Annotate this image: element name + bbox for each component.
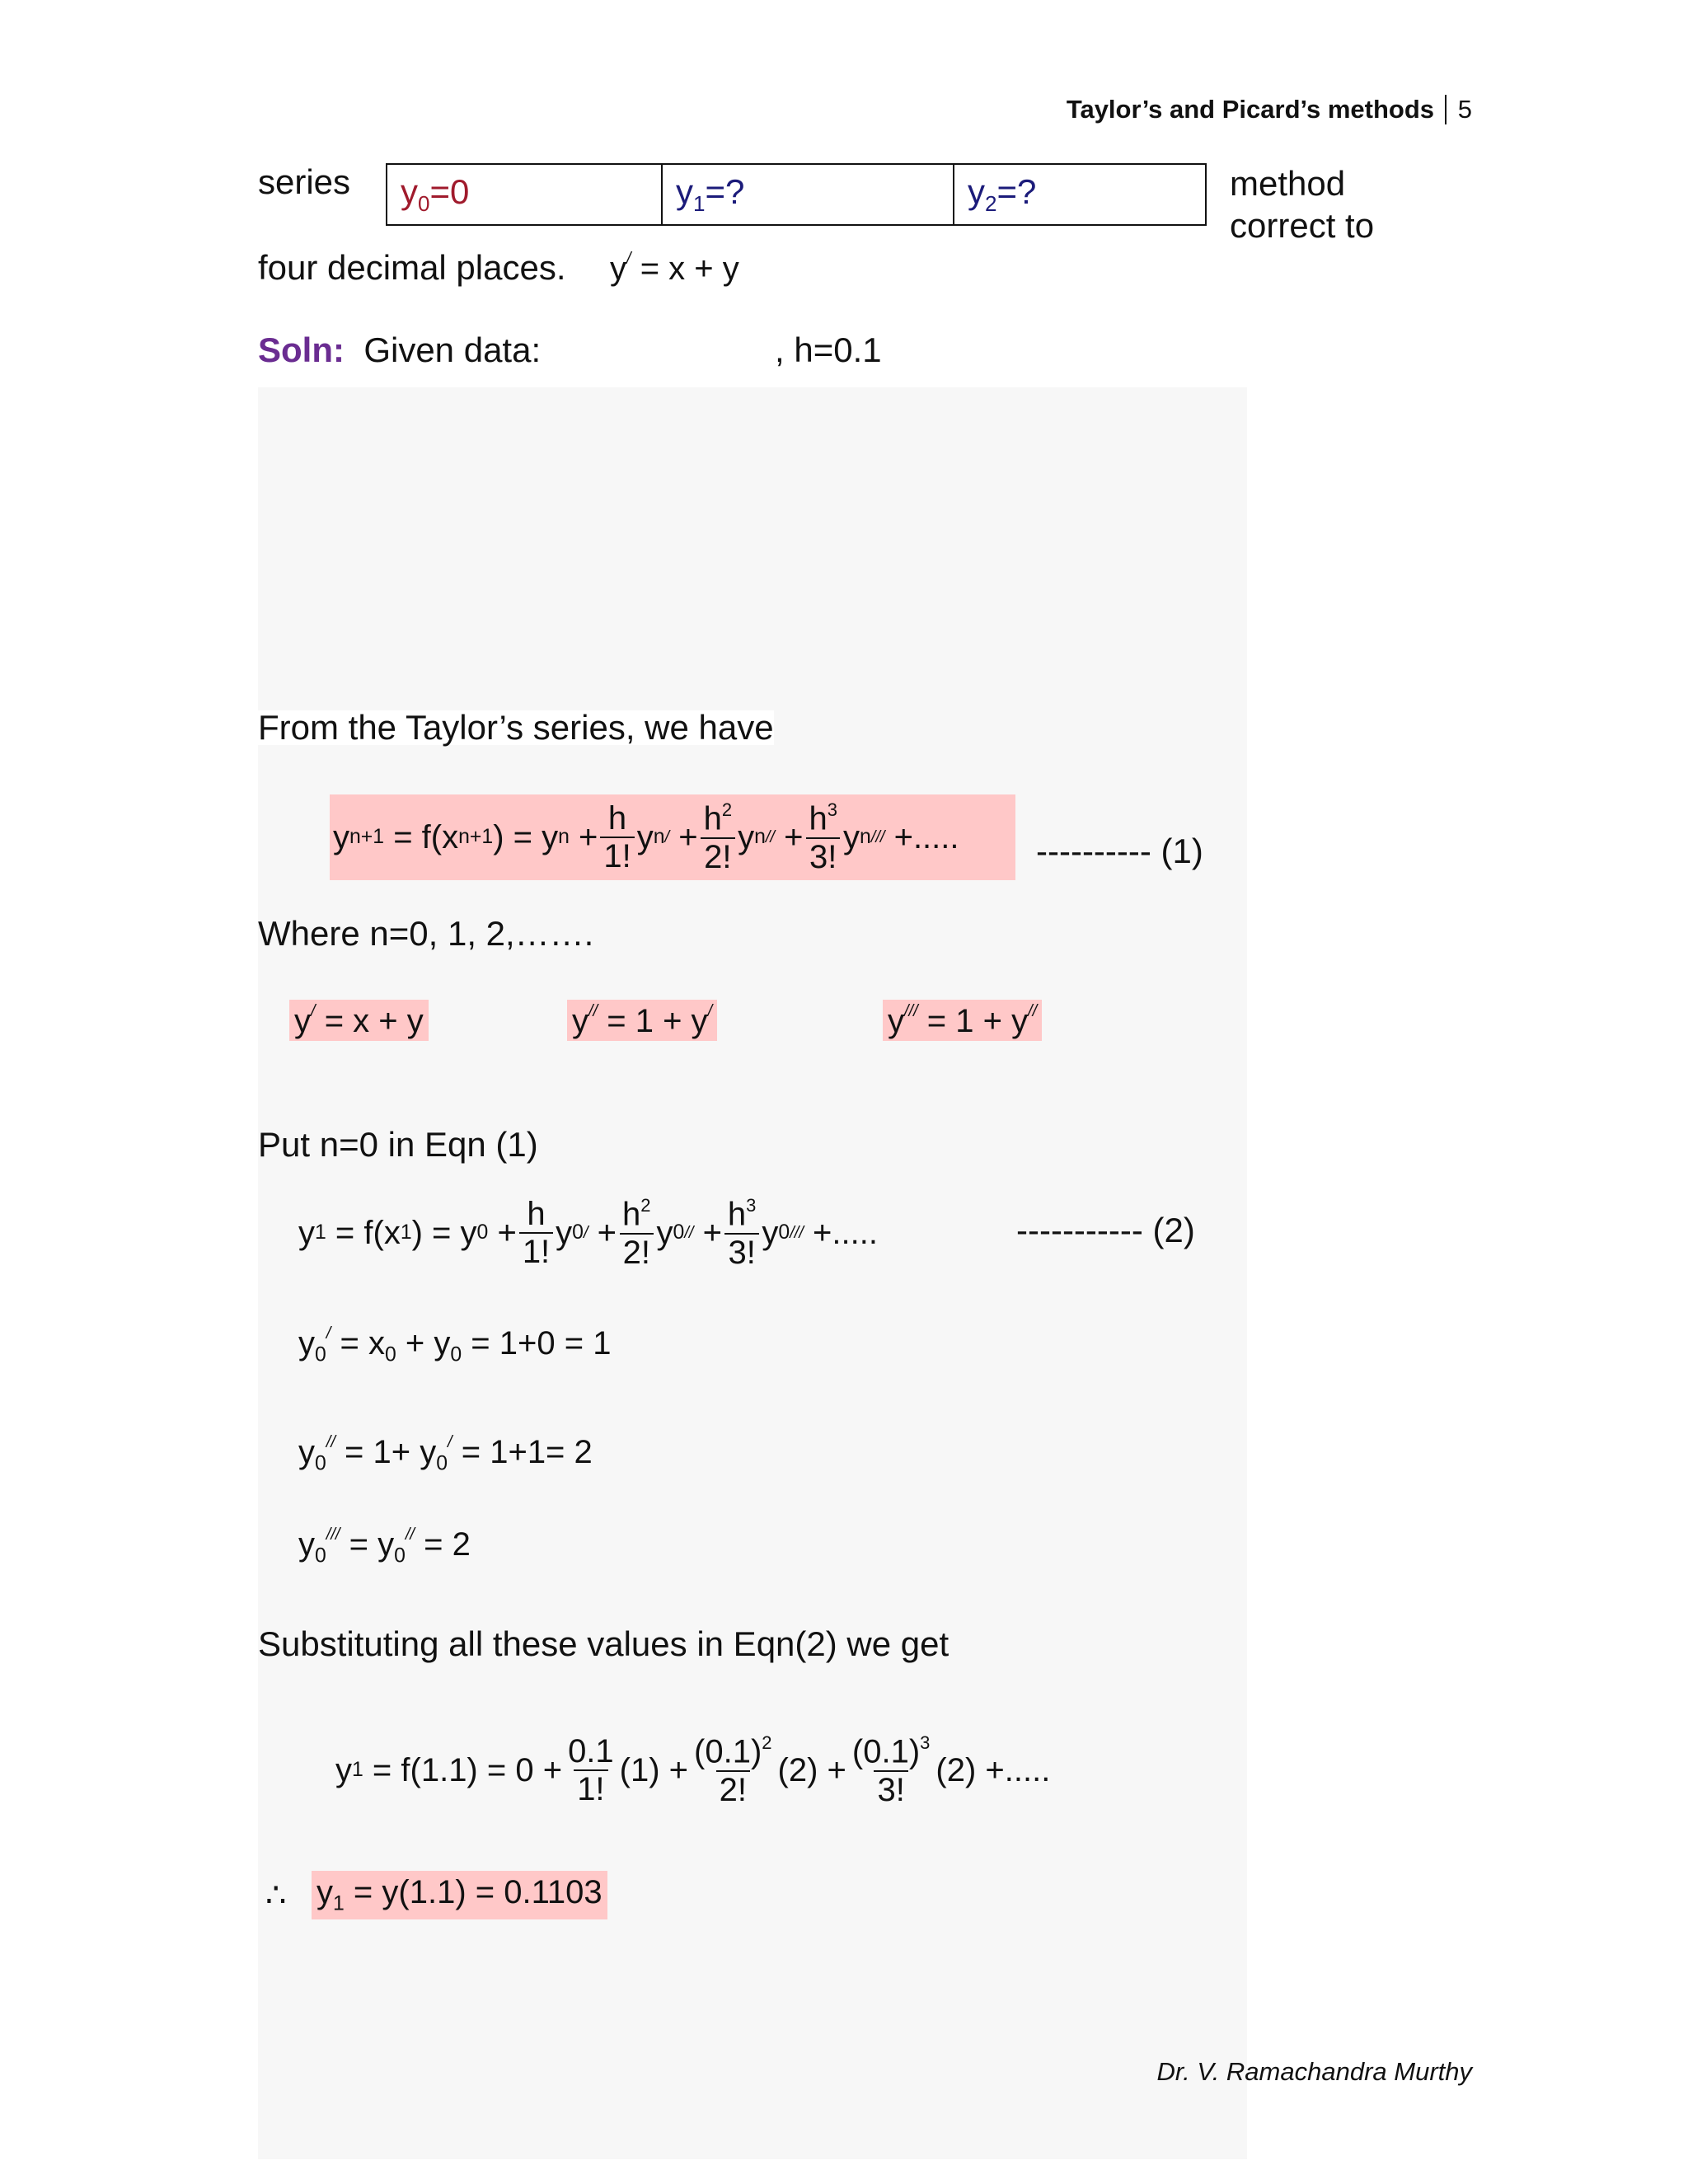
equation-label-2: ----------- (2) [1016, 1211, 1195, 1249]
derivative-1: y/ = x + y [289, 1000, 429, 1041]
final-result: $y_1 = y(1.1) = 0.1103$ [312, 1871, 607, 1919]
given-data-label: Given data: [363, 330, 542, 369]
initial-values-table [386, 163, 1207, 226]
header-title: Taylor’s and Picard’s methods [1066, 95, 1434, 124]
fraction-h-3: $\frac{h^3}{3!}$ [805, 801, 841, 874]
therefore-symbol: ∴ [265, 1877, 287, 1914]
equation-label-1: ---------- (1) [1036, 832, 1203, 870]
put-n0-intro: Put n=0 in Eqn (1) [258, 1125, 538, 1164]
ode-equation: y/ = x + y [610, 250, 739, 287]
equation-2: y 1 = f(x 1 ) = y 0 + $\frac{h}{1!}$ y 0 / + $\frac{h^2}{2!}$ y 0 // + $\frac{h^3}{3!}$ y 0 /// +..... [298, 1195, 878, 1271]
fraction-h-2: $\frac{h^2}{2!}$ [701, 801, 736, 874]
table-cell-y1: $y_1=$? [662, 164, 954, 225]
derivative-2: y// = 1 + y/ [567, 1000, 717, 1041]
derivative-3: y/// = 1 + y// [883, 1000, 1042, 1041]
page-number: 5 [1445, 95, 1472, 124]
step-size: , h=0.1 [775, 330, 882, 369]
problem-suffix: method [1230, 164, 1346, 203]
where-line: Where n=0, 1, 2,……. [258, 914, 594, 953]
y0-prime: $y_0^/ = x_0 + y_0 = 1+0 = 1$ [298, 1324, 612, 1366]
y0-triple-prime: $y_0^{///} = y_0^{//} = 2$ [298, 1526, 471, 1568]
soln-label: Soln: [258, 330, 345, 369]
problem-line2: four decimal places. [258, 248, 566, 287]
table-cell-y2: $y_2=$? [954, 164, 1206, 225]
taylor-formula: y n+1 = f(x n+1 ) = y n + $\frac{h}{1!}$ y n / + $\frac{h^2}{2!}$ y n // + $\frac{h^3}{3!}$ y n /// +..... [330, 794, 1015, 880]
y0-double-prime: $y_0^{//} = 1+ y_0^/ = 1+1= 2$ [298, 1433, 593, 1475]
taylor-intro: From the Taylor’s series, we have [258, 708, 774, 747]
table-cell-y0: $y_0=0$ [387, 164, 662, 225]
problem-suffix-2: correct to [1230, 206, 1375, 245]
substitution-intro: Substituting all these values in Eqn(2) we get [258, 1624, 950, 1663]
fraction-h-1: $\frac{h}{1!}$ [600, 802, 634, 873]
solution-line [258, 330, 542, 369]
substitution-equation: y 1 = f(1.1) = 0 + $\frac{0.1}{1!}$ (1) + $\frac{(0.1)^2}{2!}$ (2) + $\frac{(0.1)^3}{3!}$ (2) +..... [335, 1732, 1051, 1808]
footer-author: Dr. V. Ramachandra Murthy [1156, 2057, 1472, 2086]
problem-prefix: series [258, 162, 351, 201]
